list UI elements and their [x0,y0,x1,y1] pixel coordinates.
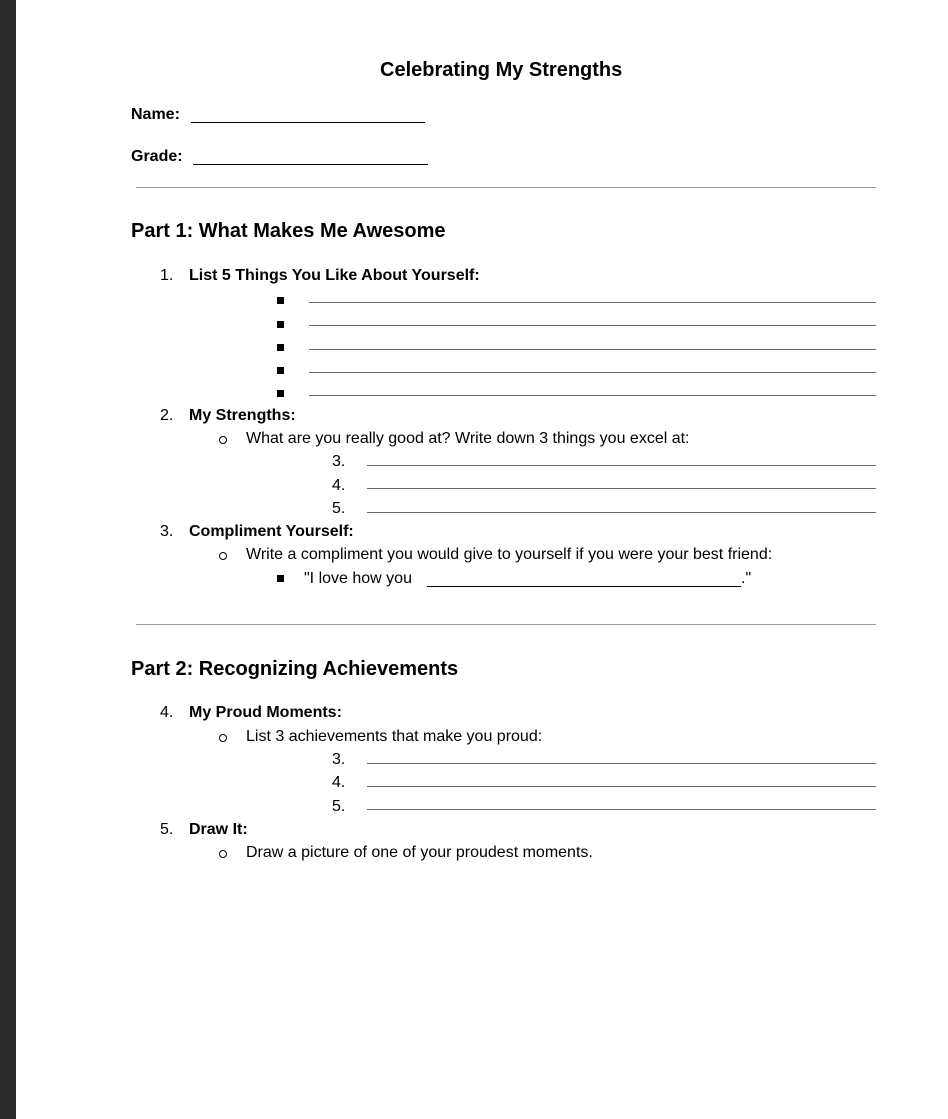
line-number: 5. [332,500,346,517]
answer-line[interactable] [367,809,876,810]
q5-number: 5. [160,821,174,838]
q2-prompt: What are you really good at? Write down 3 things you excel at: [246,430,690,447]
compliment-blank-line[interactable] [427,586,741,587]
line-number: 4. [332,774,346,791]
bullet-circle [219,552,227,560]
bullet-square [277,297,284,304]
answer-line[interactable] [309,302,876,303]
part1-heading: Part 1: What Makes Me Awesome [131,220,446,242]
grade-label: Grade: [131,148,183,165]
line-number: 3. [332,751,346,768]
line-number: 5. [332,798,346,815]
answer-line[interactable] [367,465,876,466]
name-field-line[interactable] [191,122,425,123]
answer-line[interactable] [309,395,876,396]
answer-line[interactable] [309,372,876,373]
line-number: 4. [332,477,346,494]
q2-label: My Strengths: [189,407,296,424]
answer-line[interactable] [309,349,876,350]
q4-prompt: List 3 achievements that make you proud: [246,728,543,745]
answer-line[interactable] [309,325,876,326]
q3-label: Compliment Yourself: [189,523,354,540]
answer-line[interactable] [367,763,876,764]
bullet-circle [219,436,227,444]
q1-label: List 5 Things You Like About Yourself: [189,267,480,284]
part2-heading: Part 2: Recognizing Achievements [131,658,459,680]
line-number: 3. [332,453,346,470]
q2-number: 2. [160,407,174,424]
answer-line[interactable] [367,786,876,787]
compliment-start: "I love how you [304,570,412,587]
answer-line[interactable] [367,488,876,489]
divider [136,624,876,625]
bullet-square [277,367,284,374]
bullet-square [277,321,284,328]
answer-line[interactable] [367,512,876,513]
q4-label: My Proud Moments: [189,704,342,721]
q1-number: 1. [160,267,174,284]
q5-prompt: Draw a picture of one of your proudest moments. [246,844,593,861]
compliment-end: ." [741,570,752,587]
page-title: Celebrating My Strengths [380,59,623,81]
bullet-circle [219,734,227,742]
worksheet-page [16,0,948,1119]
bullet-square [277,575,284,582]
q3-prompt: Write a compliment you would give to yourself if you were your best friend: [246,546,773,563]
bullet-circle [219,850,227,858]
q5-label: Draw It: [189,821,248,838]
name-label: Name: [131,106,180,123]
q4-number: 4. [160,704,174,721]
divider [136,187,876,188]
q3-number: 3. [160,523,174,540]
bullet-square [277,390,284,397]
grade-field-line[interactable] [193,164,428,165]
bullet-square [277,344,284,351]
